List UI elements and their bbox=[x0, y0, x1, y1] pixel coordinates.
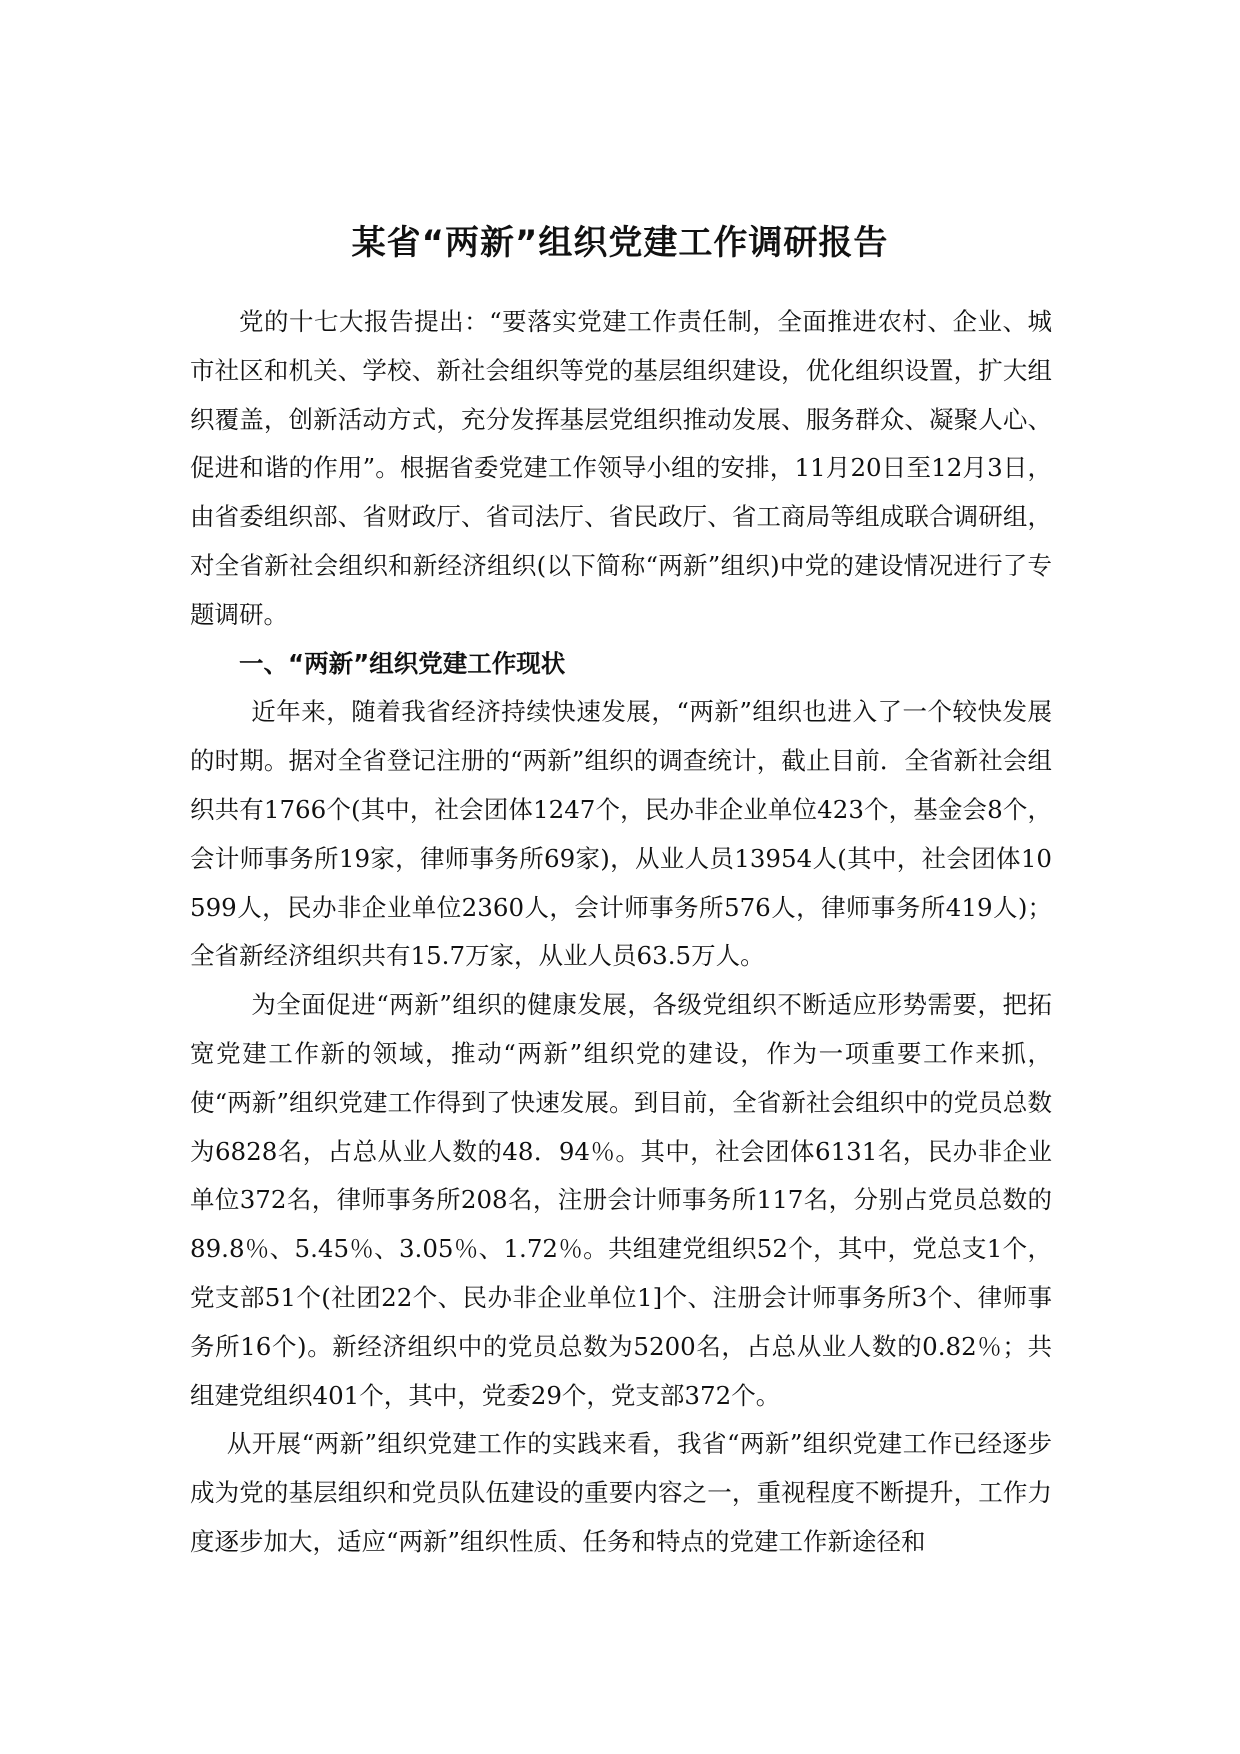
intro-paragraph: 党的十七大报告提出：“要落实党建工作责任制，全面推进农村、企业、城市社区和机关、学校、新社会组织等党的基层组织建设，优化组织设置，扩大组织覆盖，创新活动方式，充分发挥基层党组织推动发展、服务群众、凝聚人心、促进和谐的作用”。根据省委党建工作领导小组的安排，11月20日至12月3日，由省委组织部、省财政厅、省司法厅、省民政厅、省工商局等组成联合调研组，对全省新社会组织和新经济组织(以下简称“两新”组织)中党的建设情况进行了专题调研。 bbox=[190, 307, 1052, 629]
section-paragraph: 从开展“两新”组织党建工作的实践来看，我省“两新”组织党建工作已经逐步成为党的基层组织和党员队伍建设的重要内容之一，重视程度不断提升，工作力度逐步加大，适应“两新”组织性质、任务和特点的党建工作新途径和 bbox=[190, 1429, 1052, 1556]
section-heading: 一、“两新”组织党建工作现状 bbox=[239, 648, 566, 678]
document-body bbox=[190, 298, 1052, 1567]
section-paragraph: 为全面促进“两新”组织的健康发展，各级党组织不断适应形势需要，把拓宽党建工作新的领域，推动“两新”组织党的建设，作为一项重要工作来抓，使“两新”组织党建工作得到了快速发展。到目前，全省新社会组织中的党员总数为6828名，占总从业人数的48．94％。其中，社会团体6131名，民办非企业单位372名，律师事务所208名，注册会计师事务所117名，分别占党员总数的89.8％、5.45％、3.05％、1.72％。共组建党组织52个，其中，党总支1个，党支部51个(社团22个、民办非企业单位1]个、注册会计师事务所3个、律师事务所16个)。新经济组织中的党员总数为5200名，占总从业人数的0.82％；共组建党组织401个，其中，党委29个，党支部372个。 bbox=[190, 990, 1052, 1410]
section-paragraph: 近年来，随着我省经济持续快速发展，“两新”组织也进入了一个较快发展的时期。据对全省登记注册的“两新”组织的调查统计，截止目前．全省新社会组织共有1766个(其中，社会团体1247个，民办非企业单位423个，基金会8个，会计师事务所19家，律师事务所69家)，从业人员13954人(其中，社会团体10599人，民办非企业单位2360人，会计师事务所576人，律师事务所419人)；全省新经济组织共有15.7万家，从业人员63.5万人。 bbox=[190, 697, 1052, 971]
document-title: 某省“两新”组织党建工作调研报告 bbox=[351, 223, 889, 263]
